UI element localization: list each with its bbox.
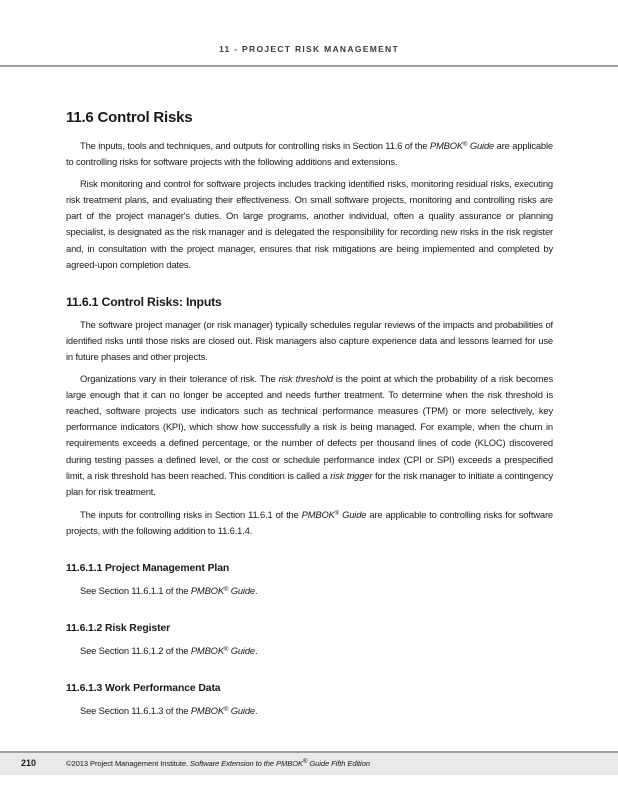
text-span: . xyxy=(254,584,258,596)
item-see-2 xyxy=(66,642,553,659)
footer-bar xyxy=(0,751,618,775)
text-span: are applicable to controlling risks for software projects, with the following addition to 11.6.1.4. xyxy=(66,508,553,536)
registered-mark: ® xyxy=(463,142,468,148)
risk-threshold-term: risk threshold xyxy=(278,373,333,385)
guide-term: Guide xyxy=(230,584,255,596)
pmbok-term: PMBOK xyxy=(190,584,224,596)
text-span: . xyxy=(254,705,258,717)
item-title-1: 11.6.1.1 Project Management Plan xyxy=(66,562,230,574)
guide-term: Guide xyxy=(469,140,495,151)
pmbok-term: PMBOK xyxy=(301,508,335,520)
text-span: Organizations vary in their tolerance of risk. The xyxy=(80,373,279,385)
item-see-1 xyxy=(66,582,553,599)
book-title-a: Software Extension to the PMBOK xyxy=(190,759,303,768)
text-span: is the point at which the probability of a risk becomes large enough that it can no longer be accepted and needs further treatment. To determine when the risk threshold is reached, software projects use indicators such as technical performance measures (TPM) or more selectively, key performance indicators (KPI), which show how successfully a risk is being managed. For example, when the churn in requirements exceeds a defined percentage, or the number of defects per thousand lines of code (KLOC) discovered during testing passes a defined level, or the cost or schedule performance index (CPI or SPI) exceeds a prespecified limit, a risk threshold has been reached. This condition is called a xyxy=(66,373,553,481)
text-span: The inputs for controlling risks in Section 11.6.1 of the xyxy=(80,508,302,520)
registered-mark: ® xyxy=(223,647,229,654)
running-header: 11 - PROJECT RISK MANAGEMENT xyxy=(219,44,399,54)
guide-term: Guide xyxy=(342,508,367,520)
copyright-text: ©2013 Project Management Institute. xyxy=(66,759,190,768)
pmbok-term: PMBOK xyxy=(429,140,464,151)
section-paragraph-1 xyxy=(66,137,553,170)
section-paragraph-2: Risk monitoring and control for software projects includes tracking identified risks, monitoring residual risks, executing risk treatment plans, and evaluating their effectiveness. On small software projects, monitoring and controlling risks are part of the project manager's duties. On large programs, another individual, often a quality assurance or planning specialist, is designated as the risk manager and is delegated the responsibility for recording new risks in the risk register and, in consultation with the project manager, ensures that risk mitigations are being implemented and completed by agreed-upon completion dates. xyxy=(66,178,553,270)
text-span: . xyxy=(254,645,258,657)
book-title xyxy=(190,759,370,768)
page-number: 210 xyxy=(21,758,37,768)
registered-mark: ® xyxy=(334,510,340,517)
text-span: The inputs, tools and techniques, and outputs for controlling risks in Section 11.6 of the xyxy=(80,140,430,151)
text-span: for the risk manager to initiate a contingency plan for risk treatment. xyxy=(66,469,553,497)
item-title-2: 11.6.1.2 Risk Register xyxy=(66,623,171,635)
text-span: See Section 11.6.1.2 of the xyxy=(80,645,191,657)
subsection-paragraph-2 xyxy=(66,371,553,500)
section-title: 11.6 Control Risks xyxy=(66,109,193,126)
subsection-paragraph-3 xyxy=(66,506,553,539)
pmbok-term: PMBOK xyxy=(190,705,224,717)
guide-term: Guide xyxy=(230,705,255,717)
footer-copyright xyxy=(66,759,370,768)
text-span: See Section 11.6.1.1 of the xyxy=(80,584,191,596)
registered-mark: ® xyxy=(302,759,308,765)
registered-mark: ® xyxy=(223,586,229,593)
page-content xyxy=(66,108,553,725)
subsection-title: 11.6.1 Control Risks: Inputs xyxy=(66,294,222,309)
subsection-paragraph-1: The software project manager (or risk manager) typically schedules regular reviews of the impacts and probabilities of identified risks until those risks are closed out. Risk managers also capture experience data and lessons learned for use in future phases and other projects. xyxy=(66,318,553,362)
text-span: See Section 11.6.1.3 of the xyxy=(80,705,191,717)
header-rule xyxy=(0,65,618,67)
registered-mark: ® xyxy=(223,707,229,714)
item-see-3 xyxy=(66,702,553,719)
guide-term: Guide xyxy=(230,645,255,657)
text-span: are applicable to controlling risks for software projects with the following additions and extensions. xyxy=(66,140,553,168)
book-title-b: Guide Fifth Edition xyxy=(307,759,370,768)
pmbok-term: PMBOK xyxy=(190,645,224,657)
risk-trigger-term: risk trigger xyxy=(330,469,373,481)
item-title-3: 11.6.1.3 Work Performance Data xyxy=(66,683,221,695)
